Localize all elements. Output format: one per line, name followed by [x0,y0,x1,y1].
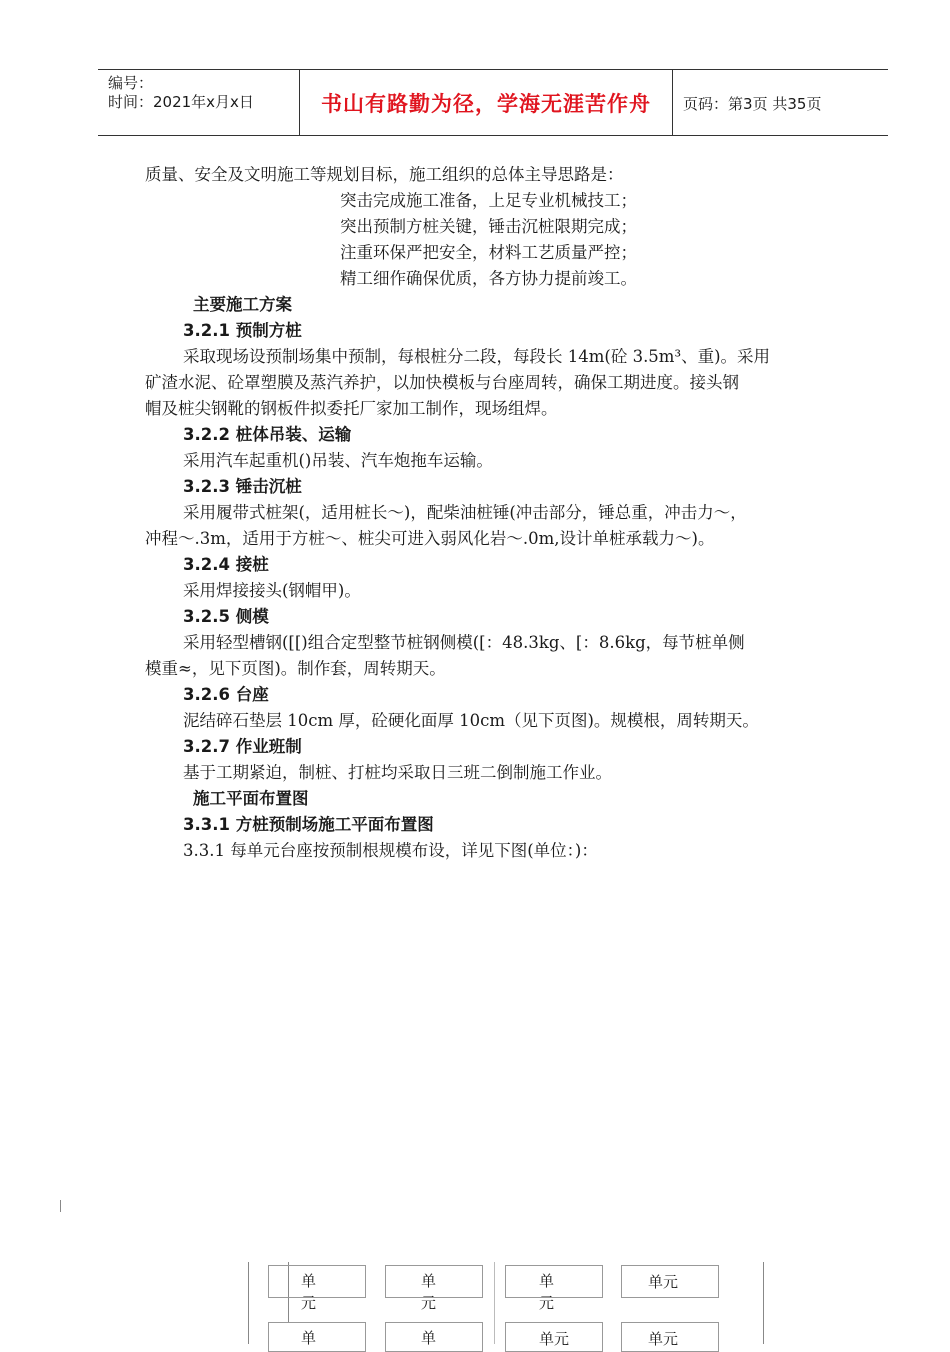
poem-line-1: 突击完成施工准备，上足专业机械技工； [340,191,637,210]
heading-3-3-1: 3.3.1 方桩预制场施工平面布置图 [183,815,434,834]
unit-label: 单 [421,1272,437,1290]
heading-3-2-2: 3.2.2 桩体吊装、运输 [183,425,352,444]
header-motto: 书山有路勤为径，学海无涯苦作舟 [321,92,651,116]
text-3-2-1-a: 采取现场设预制场集中预制，每根桩分二段，每段长 14m(砼 3.5m³、重)。采用 [183,347,771,366]
page-mid: 页 共 [752,95,788,113]
unit-label: 单元 [539,1330,570,1348]
unit-label-2: 元 [301,1294,317,1312]
page-total: 35 [787,95,807,113]
doc-time-label: 时间：2021年x月x日 [108,93,254,111]
unit-cell [385,1265,483,1312]
margin-mark [60,1200,61,1212]
poem-line-3: 注重环保严把安全，材料工艺质量严控； [340,243,637,262]
unit-label: 单 [301,1272,317,1290]
diagram-right-border [763,1262,764,1344]
heading-3-2-6: 3.2.6 台座 [183,685,269,704]
text-3-2-2: 采用汽车起重机()吊装、汽车炮拖车运输。 [183,451,493,470]
section-heading-layout: 施工平面布置图 [193,789,309,808]
text-3-2-5-a: 采用轻型槽钢([[)组合定型整节桩钢侧模([：48.3kg、[：8.6kg，每节桩单侧 [183,633,745,652]
text-3-2-7: 基于工期紧迫，制桩、打桩均采取日三班二倒制施工作业。 [183,763,612,782]
unit-cell [505,1322,603,1352]
heading-3-2-7: 3.2.7 作业班制 [183,737,302,756]
unit-label-2: 元 [421,1294,437,1312]
heading-3-2-1: 3.2.1 预制方桩 [183,321,302,340]
header-divider-2 [672,69,673,136]
header-bottom-border [98,135,888,136]
heading-3-2-3: 3.2.3 锤击沉桩 [183,477,302,496]
unit-cell [505,1265,603,1312]
text-3-2-3-b: 冲程～.3m，适用于方桩～、桩尖可进入弱风化岩～.0m,设计单桩承载力～)。 [145,529,715,548]
page-current: 3 [743,95,753,113]
body-intro: 质量、安全及文明施工等规划目标，施工组织的总体主导思路是： [145,165,624,184]
unit-cell [621,1322,719,1352]
header-top-border [98,69,888,70]
unit-label: 单 [301,1329,317,1347]
page-indicator [683,93,821,114]
unit-cell [268,1265,366,1312]
doc-number-label: 编号： [108,74,154,92]
heading-3-2-4: 3.2.4 接桩 [183,555,269,574]
poem-line-2: 突出预制方桩关键，锤击沉桩限期完成； [340,217,637,236]
unit-cell [621,1265,719,1298]
text-3-2-3-a: 采用履带式桩架(，适用桩长～)，配柴油桩锤(冲击部分，锤总重，冲击力～， [183,503,747,522]
text-3-2-4: 采用焊接接头(钢帽甲)。 [183,581,361,600]
unit-label: 单元 [648,1330,679,1348]
page-label: 页码：第 [683,95,744,113]
unit-label: 单 [539,1272,555,1290]
text-3-3-1: 3.3.1 每单元台座按预制根规模布设，详见下图(单位：)： [183,841,598,860]
unit-label: 单 [421,1329,437,1347]
text-3-2-1-c: 帽及桩尖钢靴的钢板件拟委托厂家加工制作，现场组焊。 [145,399,558,418]
unit-cell [268,1322,366,1352]
diagram-left-border [248,1262,249,1344]
text-3-2-6: 泥结碎石垫层 10cm 厚，砼硬化面厚 10cm（见下页图)。规模根，周转期天。 [183,711,759,730]
section-heading-main-plan: 主要施工方案 [193,295,292,314]
text-3-2-5-b: 模重≈，见下页图)。制作套，周转期天。 [145,659,446,678]
center-divider [494,1262,495,1344]
page-end: 页 [806,95,822,113]
poem-line-4: 精工细作确保优质，各方协力提前竣工。 [340,269,637,288]
unit-label: 单元 [648,1273,679,1291]
text-3-2-1-b: 矿渣水泥、砼罩塑膜及蒸汽养护，以加快模板与台座周转，确保工期进度。接头钢 [145,373,739,392]
unit-cell [385,1322,483,1352]
heading-3-2-5: 3.2.5 侧模 [183,607,269,626]
unit-label-2: 元 [539,1294,555,1312]
